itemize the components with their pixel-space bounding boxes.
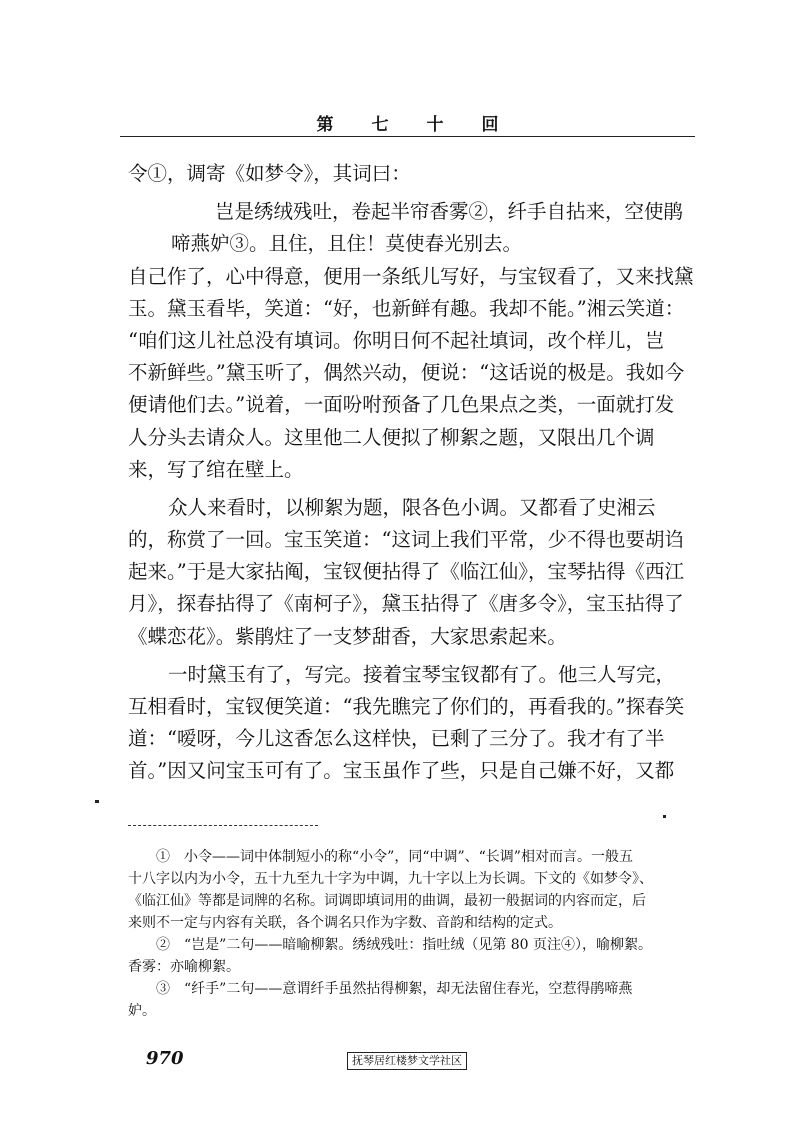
text-line: 令①，调寄《如梦令》，其词曰：: [128, 162, 411, 185]
paragraph-start: 众人来看时，以柳絮为题，限各色小调。又都看了史湘云: [168, 495, 656, 519]
text-line: 的，称赏了一回。宝玉笑道：“这词上我们平常，少不得也要胡诌: [128, 528, 684, 552]
text-line: 首。”因又问宝玉可有了。宝玉虽作了些，只是自己嫌不好，又都: [128, 759, 675, 783]
text-line: 道：“嗳呀，今儿这香怎么这样快，已剩了三分了。我才有了半: [128, 727, 665, 751]
footnote-1: ① 小令——词中体制短小的称“小令”，同“中调”、“长调”相对而言。一般五: [156, 849, 633, 865]
text-line: 来，写了绾在壁上。: [128, 457, 304, 481]
scan-speck: [95, 800, 99, 803]
page-number: 970: [146, 1048, 184, 1069]
chapter-title: 第七十回: [316, 115, 537, 135]
footnote-line: 十八字以内为小令，五十九至九十字为中调，九十字以上为长调。下文的《如梦令》、: [128, 871, 653, 887]
text-line: “咱们这儿社总没有填词。你明日何不起社填词，改个样儿，岂: [128, 328, 665, 352]
watermark-stamp: 抚琴居红楼梦文学社区: [347, 1052, 467, 1070]
footnote-divider: [128, 825, 318, 826]
footnote-2: ② “岂是”二句——暗喻柳絮。绣绒残吐：指吐绒（见第 80 页注④），喻柳絮。: [156, 937, 653, 953]
poem-line: 岂是绣绒残吐，卷起半帘香雾②，纤手自拈来，空使鹃: [215, 200, 684, 224]
text-line: 起来。”于是大家拈阄，宝钗便拈得了《临江仙》，宝琴拈得《西江: [128, 560, 684, 584]
text-line: 玉。黛玉看毕，笑道：“好，也新鲜有趣。我却不能。”湘云笑道：: [128, 296, 685, 320]
text-line: 不新鲜些。”黛玉听了，偶然兴动，便说：“这话说的极是。我如今: [128, 361, 685, 385]
poem-line: 啼燕妒③。且住，且住！莫使春光别去。: [171, 232, 523, 256]
footnote-line: 《临江仙》等都是词牌的名称。词调即填词用的曲调，最初一般据词的内容而定，后: [128, 893, 646, 909]
paragraph-start: 一时黛玉有了，写完。接着宝琴宝钗都有了。他三人写完，: [168, 662, 676, 686]
footnote-3: ③ “纤手”二句——意谓纤手虽然拈得柳絮，却无法留住春光，空惹得鹃啼燕: [156, 981, 633, 997]
body-text: [128, 158, 698, 788]
text-line: 人分头去请众人。这里他二人便拟了柳絮之题，又限出几个调: [128, 425, 655, 449]
text-line: 《蝶恋花》。紫鹃炷了一支梦甜香，大家思索起来。: [128, 624, 567, 648]
text-line: 互相看时，宝钗便笑道：“我先瞧完了你们的，再看我的。”探春笑: [128, 695, 685, 718]
footnote-line: 香雾：亦喻柳絮。: [128, 959, 240, 975]
running-header: [120, 100, 695, 137]
footnotes: [128, 846, 698, 1022]
text-line: 自己作了，心中得意，便用一条纸儿写好，与宝钗看了，又来找黛: [128, 264, 694, 288]
scan-speck: [663, 815, 666, 818]
footnote-line: 来则不一定与内容有关联，各个调名只作为字数、音韵和结构的定式。: [128, 915, 562, 931]
text-line: 便请他们去。”说着，一面吩咐预备了几色果点之类，一面就打发: [128, 393, 675, 417]
footnote-line: 妒。: [128, 1003, 156, 1019]
text-line: 月》，探春拈得了《南柯子》，黛玉拈得了《唐多令》，宝玉拈得了: [128, 592, 684, 616]
